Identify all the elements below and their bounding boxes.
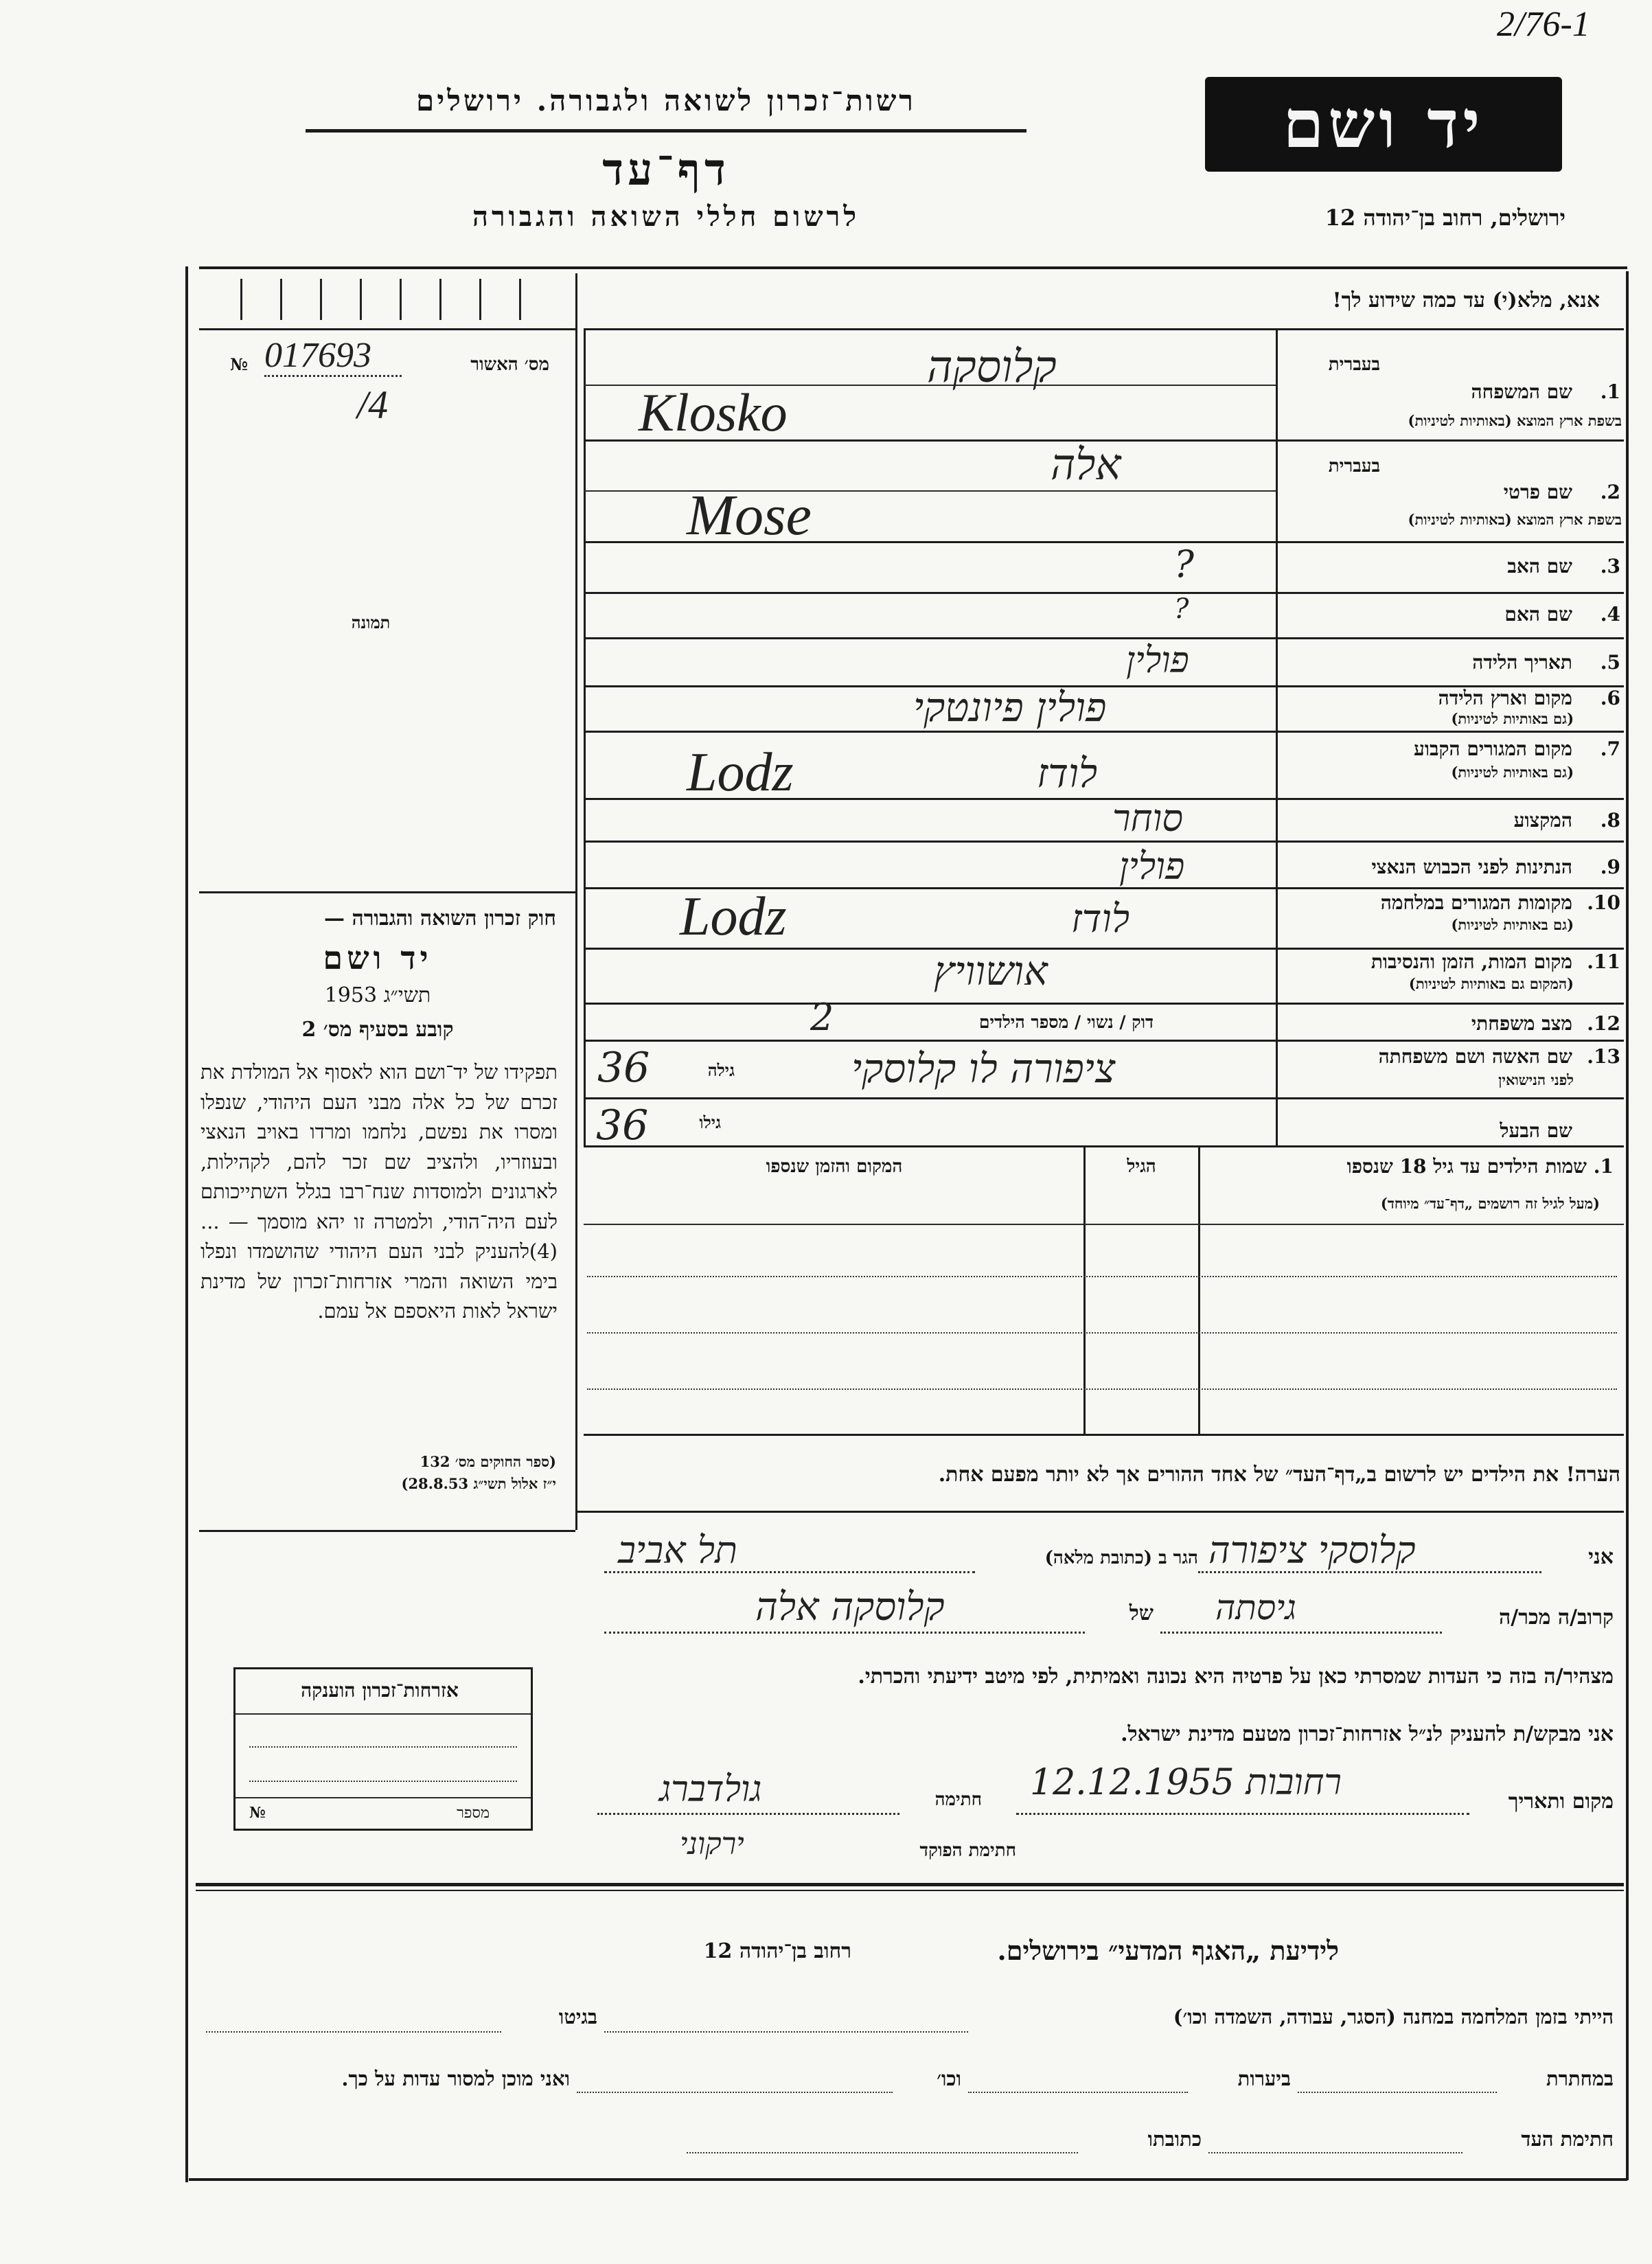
footer-line2-a: במחתרת <box>1546 2067 1614 2090</box>
field-4-number: 4. <box>1600 603 1620 626</box>
left-column-divider <box>575 273 577 1530</box>
field-8-number: 8. <box>1600 809 1620 832</box>
citizenship-box <box>233 1667 533 1831</box>
citizenship-title: אזרחות־זכרון הוענקה <box>301 1679 459 1702</box>
footer-line2-b: ביערות <box>1237 2067 1291 2090</box>
footer-line3-fill-2 <box>687 2152 1078 2153</box>
children-title: 1. שמות הילדים עד גיל 18 שנספו <box>1346 1155 1614 1178</box>
husband-age-label: גילו <box>699 1112 721 1132</box>
field-11-sub: (המקום גם באותיות לטיניות) <box>1408 975 1574 992</box>
yad-vashem-logo <box>1205 77 1562 172</box>
children-note: (מעל לגיל זה רושמים „דף־עד״ מיוחד) <box>1380 1195 1600 1212</box>
row-sep <box>584 592 1624 594</box>
row-sep <box>584 1040 1624 1042</box>
row-sep <box>584 841 1624 843</box>
decl-line1-b: הגר ב (כתובת מלאה) <box>1044 1548 1198 1568</box>
field-4-label: שם האם <box>1504 603 1572 626</box>
field-1-number: 1. <box>1600 380 1620 403</box>
field-4-value: ? <box>1174 593 1189 625</box>
footer-line2-fill-2 <box>968 2092 1188 2093</box>
field-13-sub: לפני הנישואין <box>1498 1071 1574 1088</box>
field-12-label: מצב משפחתי <box>1471 1012 1572 1035</box>
left-bottom-line <box>199 1530 575 1532</box>
decl-hw-clerk: ירקוני <box>680 1827 744 1862</box>
decl-line1-a: אני <box>1588 1545 1614 1569</box>
footer-title-b: רחוב בן־יהודה 12 <box>703 1939 851 1963</box>
footer-line2-c: וכו׳ <box>937 2067 961 2090</box>
remark: הערה! את הילדים יש לרשום ב„דף־העד״ של אחד ההורים אך לא יותר מפעם אחת. <box>938 1463 1620 1487</box>
field-2-sub: בשפת ארץ המוצא (באותיות לטיניות) <box>1408 511 1622 528</box>
row-sep <box>584 731 1624 733</box>
authority-line: רשות־זכרון לשואה ולגבורה. ירושלים <box>416 84 916 117</box>
form-instruction: אנא, מלא(י) עד כמה שידוע לך! <box>1332 288 1600 312</box>
decl-place-date-line <box>1016 1813 1469 1815</box>
footer-rule-1 <box>196 1883 1624 1886</box>
field-7-value-latin: Lodz <box>687 742 794 803</box>
field-7-sub: (גם באותיות לטיניות) <box>1451 764 1574 781</box>
law-org: יד ושם <box>323 939 433 976</box>
children-header-line <box>584 1224 1624 1225</box>
approval-no-prefix: № <box>230 354 249 374</box>
decl-hw-address: תל אביב <box>618 1529 737 1572</box>
decl-hw-name: קלוסקי ציפורה <box>1208 1529 1416 1572</box>
children-col-2 <box>1083 1145 1086 1434</box>
row-sep <box>584 637 1624 639</box>
field-11-number: 11. <box>1587 950 1620 973</box>
field-6-number: 6. <box>1600 687 1620 709</box>
field-13-age: 36 <box>597 1044 650 1092</box>
decl-place-date-label: מקום ותאריך <box>1508 1790 1614 1814</box>
husband-age: 36 <box>596 1101 649 1150</box>
decl-signature-label: חתימה <box>934 1790 982 1810</box>
frame-top-border <box>199 266 1627 269</box>
field-12-children-count: 2 <box>810 996 834 1039</box>
page-title: דף־עד <box>602 144 730 196</box>
page-subtitle: לרשום חללי השואה והגבורה <box>472 201 860 233</box>
field-7-number: 7. <box>1600 737 1620 760</box>
law-top-line <box>199 891 575 893</box>
footer-line2-fill-3 <box>577 2092 893 2093</box>
field-8-label: המקצוע <box>1513 809 1572 832</box>
approval-label: מס׳ האשור <box>470 354 549 375</box>
field-5-label: תאריך הלידה <box>1472 651 1572 674</box>
husband-label: שם הבעל <box>1500 1119 1572 1142</box>
field-10-number: 10. <box>1587 891 1620 914</box>
children-row-line <box>587 1332 1617 1334</box>
decl-hw-relation: גיסתה <box>1215 1588 1296 1627</box>
field-13-age-label: גילה <box>707 1060 735 1080</box>
remark-underline <box>577 1511 1624 1513</box>
field-6-label: מקום וארץ הלידה <box>1438 687 1572 709</box>
children-col-1 <box>1198 1145 1200 1434</box>
photo-label: תמונה <box>351 613 391 632</box>
field-2-hebrew-tag: בעברית <box>1328 456 1380 477</box>
law-clause: קובע בסעיף מס׳ 2 <box>301 1018 454 1042</box>
children-age-header: הגיל <box>1127 1156 1156 1177</box>
field-9-number: 9. <box>1600 856 1620 878</box>
law-body: תפקידו של יד־ושם הוא לאסוף אל המולדת את זכרם של כל אלה מבני העם היהודי, שנפלו ומסרו את נפשם, נלחמו ומרדו באויב הנאצי ובעוזריו, ולהציב שם זכר להם, לקהילות, לארגונים ולמוסדות שנח־רבו בגלל השתייכותם לעם היה־הודי, ולמטרה זו יהא מוסמך — ...(4)להעניק לבני העם היהודי שהושמדו ונפלו בימי השואה והמרי אזרחות־זכרון של מדינת ישראל לאות היאספם אל עמם. <box>200 1060 558 1323</box>
footer-line1-fill <box>604 2031 968 2033</box>
row-sep <box>584 1145 1624 1147</box>
law-year: תשי״ג 1953 <box>324 983 431 1007</box>
field-5-value: פולין <box>1126 640 1189 681</box>
footer-line2-d: ואני מוכן למסור עדות על כך. <box>341 2067 570 2090</box>
field-1-hebrew-tag: בעברית <box>1328 354 1380 375</box>
field-11-value: אושוויץ <box>934 948 1048 994</box>
decl-hw-of: קלוסקה אלה <box>755 1585 945 1630</box>
decl-clerk-label: חתימת הפוקד <box>919 1840 1016 1861</box>
field-3-number: 3. <box>1600 555 1620 578</box>
law-source-2: י״ז אלול תשי״ג 28.8.53) <box>401 1475 556 1492</box>
approval-suffix: /4 <box>357 382 389 427</box>
frame-left-border <box>185 266 188 2182</box>
row-sep <box>584 1003 1624 1005</box>
field-1-sub: בשפת ארץ המוצא (באותיות לטיניות) <box>1408 412 1622 429</box>
approval-number: 017693 <box>264 336 371 375</box>
field-7-label: מקום המגורים הקבוע <box>1414 737 1572 760</box>
instruction-underline <box>584 328 1624 330</box>
children-row-line <box>587 1388 1617 1390</box>
field-13-value: ציפורה לו קלוסקי <box>851 1045 1116 1092</box>
footer-line3-fill-1 <box>1208 2152 1462 2153</box>
field-2-value-hebrew: אלה <box>1051 439 1121 490</box>
field-6-value: פולין פיונטקי <box>913 684 1107 731</box>
header-address: ירושלים, רחוב בן־יהודה 12 <box>1324 205 1565 231</box>
field-1-value-hebrew: קלוסקה <box>927 342 1057 393</box>
field-10-value-latin: Lodz <box>680 887 787 947</box>
field-6-sub: (גם באותיות לטיניות) <box>1451 710 1574 727</box>
frame-bottom-border <box>189 2178 1627 2181</box>
approval-top-line <box>199 328 575 330</box>
citizenship-number-label: מספר <box>457 1805 490 1822</box>
children-place-header: המקום והזמן שנספו <box>766 1156 903 1177</box>
decl-relation-line <box>1160 1632 1442 1634</box>
citizenship-number-prefix: № <box>249 1804 266 1822</box>
decl-signature-line <box>597 1813 899 1815</box>
label-column-divider <box>1276 328 1278 1147</box>
field-2-label: שם פרטי <box>1503 481 1572 503</box>
footer-rule-2 <box>196 1890 1624 1891</box>
field-3-value: ? <box>1174 542 1194 586</box>
field-1-value-latin: Klosko <box>639 382 788 442</box>
field-12-options: דוק / נשוי / מספר הילדים <box>978 1012 1154 1032</box>
field-2-value-latin: Mose <box>687 483 812 547</box>
field-7-value-hebrew: לודז <box>1037 750 1098 797</box>
footer-line1-end: בגיטו <box>558 2005 597 2028</box>
approval-number-line <box>264 375 402 377</box>
corner-note: 2/76-1 <box>1497 5 1590 44</box>
logo-text: יד ושם <box>1283 85 1484 163</box>
frame-right-border <box>1626 271 1629 2180</box>
field-9-value: פולין <box>1119 845 1185 888</box>
field-13-label: שם האשה ושם משפחתה <box>1378 1045 1572 1068</box>
field-8-value: סוחר <box>1112 797 1184 840</box>
field-12-number: 12. <box>1587 1012 1620 1035</box>
decl-line2-a: קרוב/ה מכר/ה <box>1499 1605 1614 1630</box>
law-source-1: (ספר החוקים מס׳ 132 <box>420 1453 556 1470</box>
field-5-number: 5. <box>1600 651 1620 674</box>
footer-line1-fill-2 <box>206 2031 501 2033</box>
authority-underline <box>306 129 1026 133</box>
children-bottom-line <box>584 1434 1624 1436</box>
decl-line4: אני מבקש/ת להעניק לנ״ל אזרחות־זכרון מטעם מדינת ישראל. <box>1121 1722 1614 1746</box>
row-sep <box>584 1097 1624 1099</box>
field-10-sub: (גם באותיות לטיניות) <box>1451 916 1574 933</box>
children-row-line <box>587 1276 1617 1277</box>
footer-line3-b: כתובתו <box>1147 2127 1202 2151</box>
field-11-label: מקום המות, הזמן והנסיבות <box>1370 950 1572 973</box>
field-3-label: שם האב <box>1507 555 1572 578</box>
footer-line1: הייתי בזמן המלחמה במחנה (הסגר, עבודה, השמדה וכו׳) <box>1173 2005 1614 2028</box>
footer-line3-a: חתימת העד <box>1521 2127 1614 2151</box>
footer-title-a: לידיעת „האגף המדעי״ בירושלים. <box>997 1935 1339 1966</box>
field-10-value-hebrew: לודז <box>1071 897 1130 941</box>
field-10-label: מקומות המגורים במלחמה <box>1380 891 1572 914</box>
decl-of-line <box>604 1632 1085 1634</box>
law-title: חוק זכרון השואה והגבורה — <box>324 906 556 930</box>
decl-hw-signature: גולדברג <box>659 1769 762 1810</box>
field-2-number: 2. <box>1600 481 1620 503</box>
tick-boxes <box>240 273 556 323</box>
decl-line3: מצהיר/ה בזה כי העדות שמסרתי כאן על פרטיה היא נכונה ואמיתית, לפי מיטב ידיעתי והכרתי. <box>858 1665 1614 1689</box>
value-column-left <box>584 328 586 1145</box>
decl-line2-b: של <box>1129 1601 1154 1625</box>
footer-line2-fill-1 <box>1298 2092 1497 2093</box>
decl-hw-place-date: רחובות 12.12.1955 <box>1030 1762 1342 1803</box>
field-1-label: שם המשפחה <box>1471 380 1572 403</box>
field-9-label: הנתינות לפני הכבוש הנאצי <box>1371 856 1572 878</box>
field-13-number: 13. <box>1587 1045 1620 1068</box>
